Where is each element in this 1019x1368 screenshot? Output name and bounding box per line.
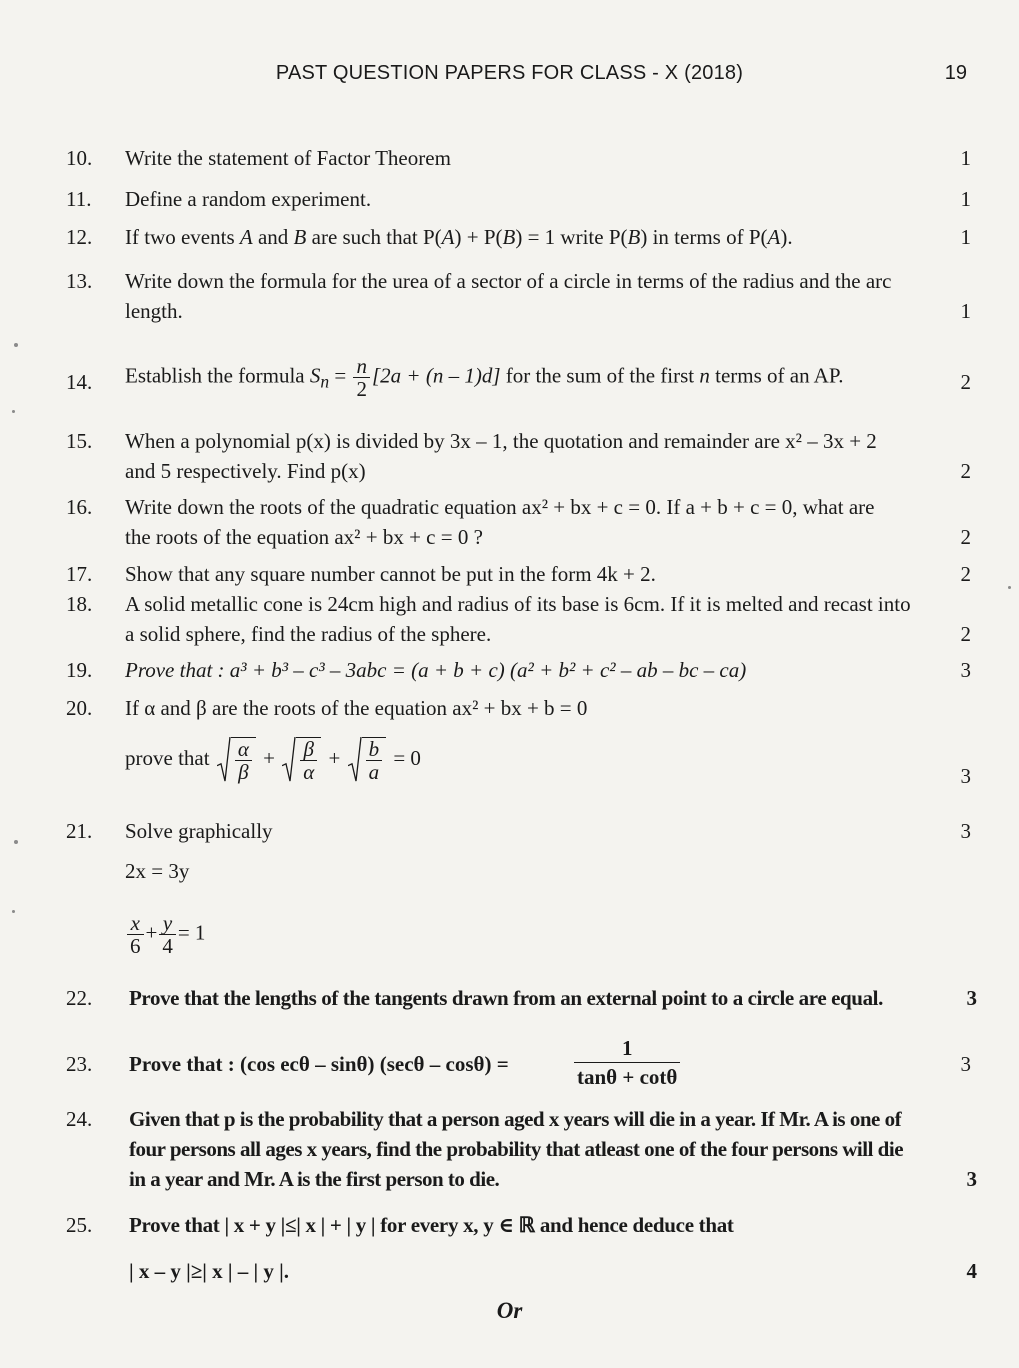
question-text: If α and β are the roots of the equation ax² + bx + b = 0: [125, 696, 588, 720]
question-formula: prove that $\frac{\alpha}{\beta}$ + $\frac{\beta}{\alpha}$ + $\frac{b}{a}$ = 0: [125, 737, 421, 784]
question-marks: 3: [960, 1052, 971, 1076]
question-text: [125, 492, 960, 552]
question-text-line: four persons all ages x years, find the probability that atleast one of the four persons will die: [129, 1137, 904, 1161]
question-text: Solve graphically: [125, 819, 273, 843]
question-text-line: length.: [125, 299, 183, 323]
question-text: If two events A and B are such that P(A) + P(B) = 1 write P(B) in terms of P(A).: [125, 225, 793, 249]
question-marks: 2: [960, 622, 971, 646]
question-number: 14.: [66, 370, 93, 394]
question-text-line: Given that p is the probability that a person aged x years will die in a year. If Mr. A is one of: [129, 1107, 902, 1131]
question-number: 17.: [66, 562, 93, 586]
equation-1: 2x = 3y: [125, 859, 190, 883]
question-text-line: When a polynomial p(x) is divided by 3x – 1, the quotation and remainder are x² – 3x + 2: [125, 429, 877, 453]
question-marks: 3: [960, 819, 971, 843]
question-marks: 2: [960, 459, 971, 483]
sqrt-beta-alpha: $\frac{\beta}{\alpha}$: [282, 737, 321, 783]
scan-speck: [14, 343, 18, 347]
question-text-line: the roots of the equation ax² + bx + c = 0 ?: [125, 525, 483, 549]
question-number: 20.: [66, 696, 93, 720]
question-number: 13.: [66, 269, 93, 293]
question-number: 22.: [66, 986, 93, 1010]
question-20: [0, 693, 1019, 803]
question-text: [125, 426, 960, 486]
or-separator: Or: [496, 1298, 523, 1323]
question-text: Prove that the lengths of the tangents drawn from an external point to a circle are equal.: [129, 986, 883, 1010]
question-marks: 3: [960, 658, 971, 682]
question-number: 16.: [66, 495, 93, 519]
formula-fraction: $\frac{n}{2}$: [353, 355, 370, 400]
scan-speck: [1008, 586, 1011, 589]
question-text-line: and 5 respectively. Find p(x): [125, 459, 366, 483]
question-text: Define a random experiment.: [125, 187, 372, 211]
question-text-line: A solid metallic cone is 24cm high and radius of its base is 6cm. If it is melted and recast into: [125, 592, 911, 616]
question-marks: 4: [966, 1259, 977, 1283]
formula-lhs: S: [309, 363, 321, 388]
sqrt-alpha-beta: $\frac{\alpha}{\beta}$: [217, 737, 256, 783]
scan-speck: [12, 910, 15, 913]
question-marks: 3: [966, 986, 977, 1010]
question-text: Establish the formula $S_n$ = $\frac{n}{2}$ [2a + (n – 1)d] for the sum of the first n terms of an AP.: [125, 354, 844, 401]
question-text: Show that any square number cannot be put in the form 4k + 2.: [125, 562, 656, 586]
question-marks: 3: [960, 764, 971, 788]
page-title: PAST QUESTION PAPERS FOR CLASS - X (2018): [275, 62, 744, 84]
question-marks: 1: [960, 146, 971, 170]
question-text-line: Write down the formula for the urea of a sector of a circle in terms of the radius and the arc: [125, 269, 892, 293]
question-marks: 2: [960, 370, 971, 394]
question-fraction: $\frac{1}{\tan\theta + \cot\theta}$: [574, 1034, 680, 1091]
question-number: 15.: [66, 429, 93, 453]
question-text-line: a solid sphere, find the radius of the sphere.: [125, 622, 492, 646]
equation-2: $\frac{x}{6}$ + $\frac{y}{4}$ = 1: [125, 912, 960, 957]
question-text: Write the statement of Factor Theorem: [125, 146, 451, 170]
question-marks: 1: [960, 225, 971, 249]
sqrt-b-a: $\frac{b}{a}$: [348, 737, 387, 783]
question-text: Prove that : (cos ecθ – sinθ) (secθ – cosθ) =: [129, 1052, 509, 1076]
question-marks: 1: [960, 187, 971, 211]
question-25: [0, 1210, 1019, 1286]
question-marks: 1: [960, 299, 971, 323]
page-number: 19: [944, 62, 967, 84]
question-number: 21.: [66, 819, 93, 843]
question-text-line: Write down the roots of the quadratic equation ax² + bx + c = 0. If a + b + c = 0, what are: [125, 495, 875, 519]
question-number: 10.: [66, 146, 93, 170]
question-marks: 2: [960, 562, 971, 586]
question-number: 24.: [66, 1107, 93, 1131]
question-23: [0, 1030, 1019, 1094]
question-number: 12.: [66, 225, 93, 249]
question-marks: 2: [960, 525, 971, 549]
question-number: 25.: [66, 1213, 93, 1237]
question-text: [129, 1104, 989, 1194]
question-marks: 3: [966, 1167, 977, 1191]
question-21: [0, 816, 1019, 976]
question-text: Prove that | x + y |≤| x | + | y | for every x, y ∈ ℝ and hence deduce that: [129, 1213, 734, 1237]
scan-speck: [14, 840, 18, 844]
scan-speck: [12, 410, 15, 413]
question-text: [125, 266, 960, 326]
question-number: 23.: [66, 1052, 93, 1076]
question-number: 18.: [66, 592, 93, 616]
question-14: [0, 355, 1019, 405]
page-header: [0, 62, 1019, 92]
question-text-line: | x – y |≥| x | – | y |.: [129, 1259, 290, 1283]
question-text-line: in a year and Mr. A is the first person to die.: [129, 1167, 500, 1191]
question-number: 11.: [66, 187, 92, 211]
question-text: [125, 589, 960, 649]
question-text: Prove that : a³ + b³ – c³ – 3abc = (a + b + c) (a² + b² + c² – ab – bc – ca): [125, 658, 747, 682]
question-number: 19.: [66, 658, 93, 682]
